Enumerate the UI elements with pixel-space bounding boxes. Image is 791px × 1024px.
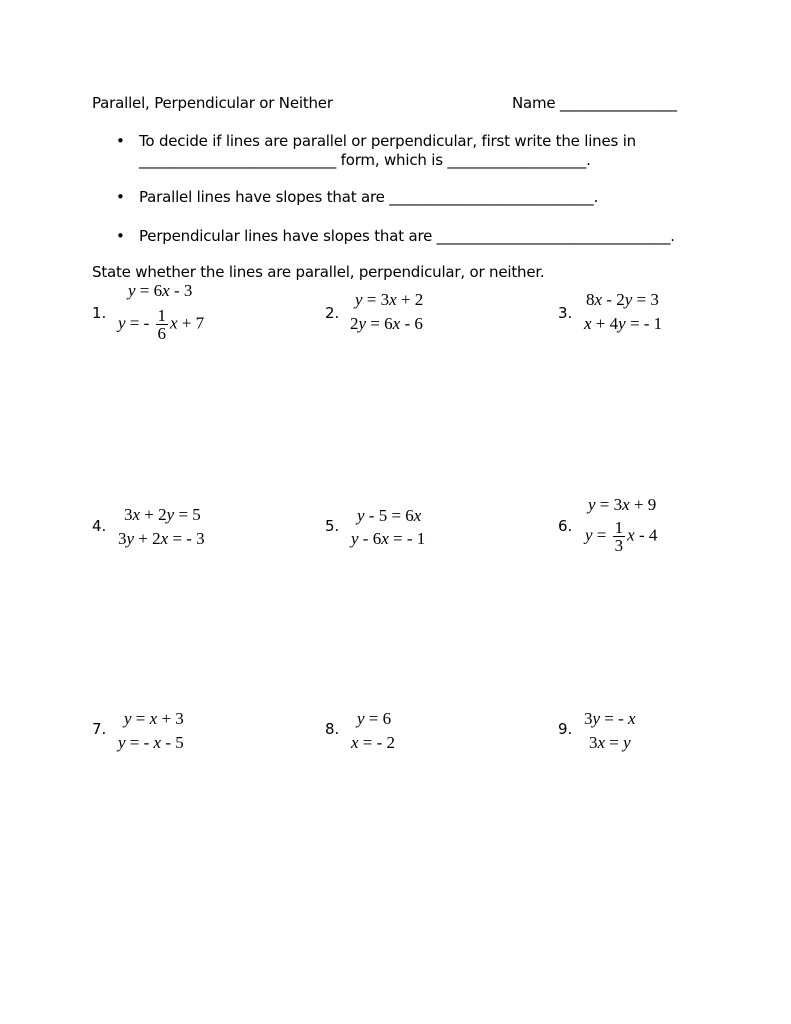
equation: y = 3x + 9: [588, 495, 657, 514]
equation: x + 4y = - 1: [584, 314, 663, 333]
equation: y = 6: [357, 709, 392, 728]
equation: y = 3x + 2: [355, 290, 424, 309]
problem-number: 7.: [92, 720, 107, 738]
equation: 2y = 6x - 6: [350, 314, 423, 333]
problem-number: 4.: [92, 517, 107, 535]
bullet-2-text: Parallel lines have slopes that are ____________________________.: [139, 188, 599, 206]
bullet-dot: •: [116, 132, 125, 150]
equation: y = x + 3: [124, 709, 184, 728]
instruction-text: State whether the lines are parallel, perpendicular, or neither.: [92, 263, 545, 281]
problem-number: 5.: [325, 517, 340, 535]
equation: y - 6x = - 1: [351, 529, 426, 548]
bullet-dot: •: [116, 227, 125, 245]
problem-number: 6.: [558, 517, 573, 535]
problem-number: 9.: [558, 720, 573, 738]
equation: 3x + 2y = 5: [124, 505, 201, 524]
worksheet-title: Parallel, Perpendicular or Neither: [92, 94, 333, 112]
equation: 3x = y: [589, 733, 631, 752]
equation: y = $\frac{1}{3}$ x - 4: [585, 518, 658, 555]
equation: y - 5 = 6x: [357, 506, 422, 525]
problem-number: 1.: [92, 304, 107, 322]
equation: 3y = - x: [584, 709, 636, 728]
bullet-dot: •: [116, 188, 125, 206]
bullet-1-line-1: To decide if lines are parallel or perpendicular, first write the lines in: [139, 132, 636, 150]
equation: 3y + 2x = - 3: [118, 529, 205, 548]
equation: y = - $\frac{1}{6}$ x + 7: [118, 306, 205, 343]
bullet-3-text: Perpendicular lines have slopes that are ________________________________.: [139, 227, 675, 245]
equation: x = - 2: [351, 733, 396, 752]
problem-number: 2.: [325, 304, 340, 322]
problem-number: 8.: [325, 720, 340, 738]
problem-number: 3.: [558, 304, 573, 322]
equation: 8x - 2y = 3: [586, 290, 659, 309]
bullet-1-line-2: ___________________________ form, which is ___________________.: [139, 151, 591, 169]
equation: y = - x - 5: [118, 733, 184, 752]
name-field-label: Name ________________: [512, 94, 677, 112]
equation: y = 6x - 3: [128, 281, 193, 300]
